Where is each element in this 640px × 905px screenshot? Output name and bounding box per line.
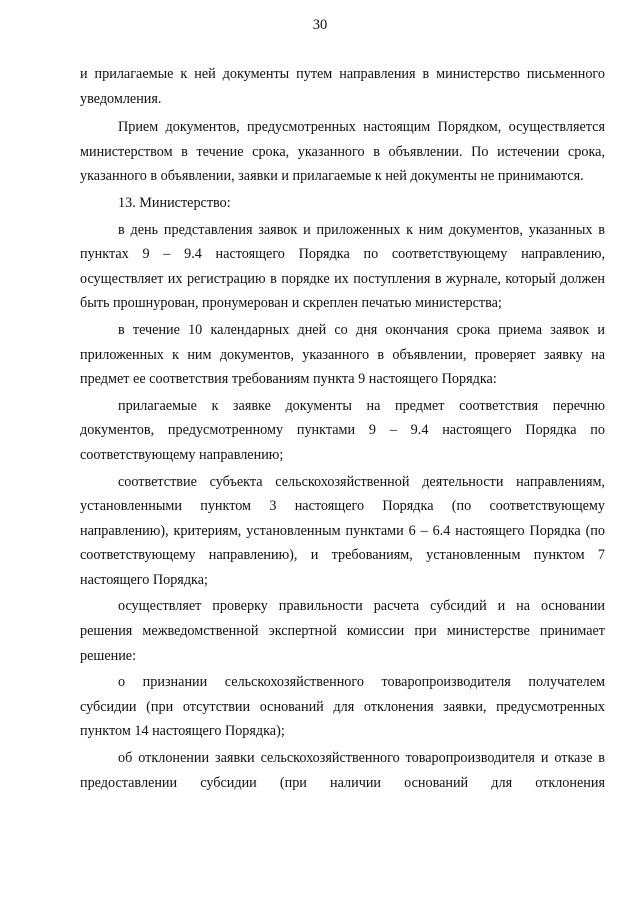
paragraph: Прием документов, предусмотренных настоящим Порядком, осуществляется министерством в течение срока, указанного в объявлении. По истечении срока, указанного в объявлении, заявки и прилагаемые к ней документы не принимаются. <box>80 119 605 185</box>
paragraph: и прилагаемые к ней документы путем направления в министерство письменного уведомления. <box>80 66 605 107</box>
paragraph: соответствие субъекта сельскохозяйственной деятельности направлениям, установленными пунктом 3 настоящего Порядка (по соответствующему направлению), критериям, установленным пунктами 6 – 6.4 настоящего Порядка (по соответствующему направлению), и требованиям, установленным пунктом 7 настоящего Порядка; <box>80 473 605 588</box>
section-heading: 13. Министерство: <box>118 194 231 211</box>
paragraph: в течение 10 календарных дней со дня окончания срока приема заявок и приложенных к ним документов, указанного в объявлении, проверяет заявку на предмет ее соответствия требованиям пункта 9 настоящего Порядка: <box>80 321 605 388</box>
paragraph: о признании сельскохозяйственного товаропроизводителя получателем субсидии (при отсутствии оснований для отклонения заявки, предусмотренных пунктом 14 настоящего Порядка); <box>80 674 605 740</box>
paragraph: в день представления заявок и приложенных к ним документов, указанных в пунктах 9 – 9.4 настоящего Порядка по соответствующему направлению, осуществляет их регистрацию в порядке их поступления в журнале, который должен быть прошнурован, пронумерован и скреплен печатью министерства; <box>80 221 605 312</box>
paragraph: осуществляет проверку правильности расчета субсидий и на основании решения межведомственной экспертной комиссии при министерстве принимает решение: <box>80 598 605 664</box>
paragraph: прилагаемые к заявке документы на предмет соответствия перечню документов, предусмотренному пунктами 9 – 9.4 настоящего Порядка по соответствующему направлению; <box>80 397 605 463</box>
paragraph: об отклонении заявки сельскохозяйственного товаропроизводителя и отказе в предоставлении субсидии (при наличии оснований для отклонения <box>80 750 605 791</box>
document-body <box>80 62 605 797</box>
page-number: 30 <box>312 17 328 33</box>
